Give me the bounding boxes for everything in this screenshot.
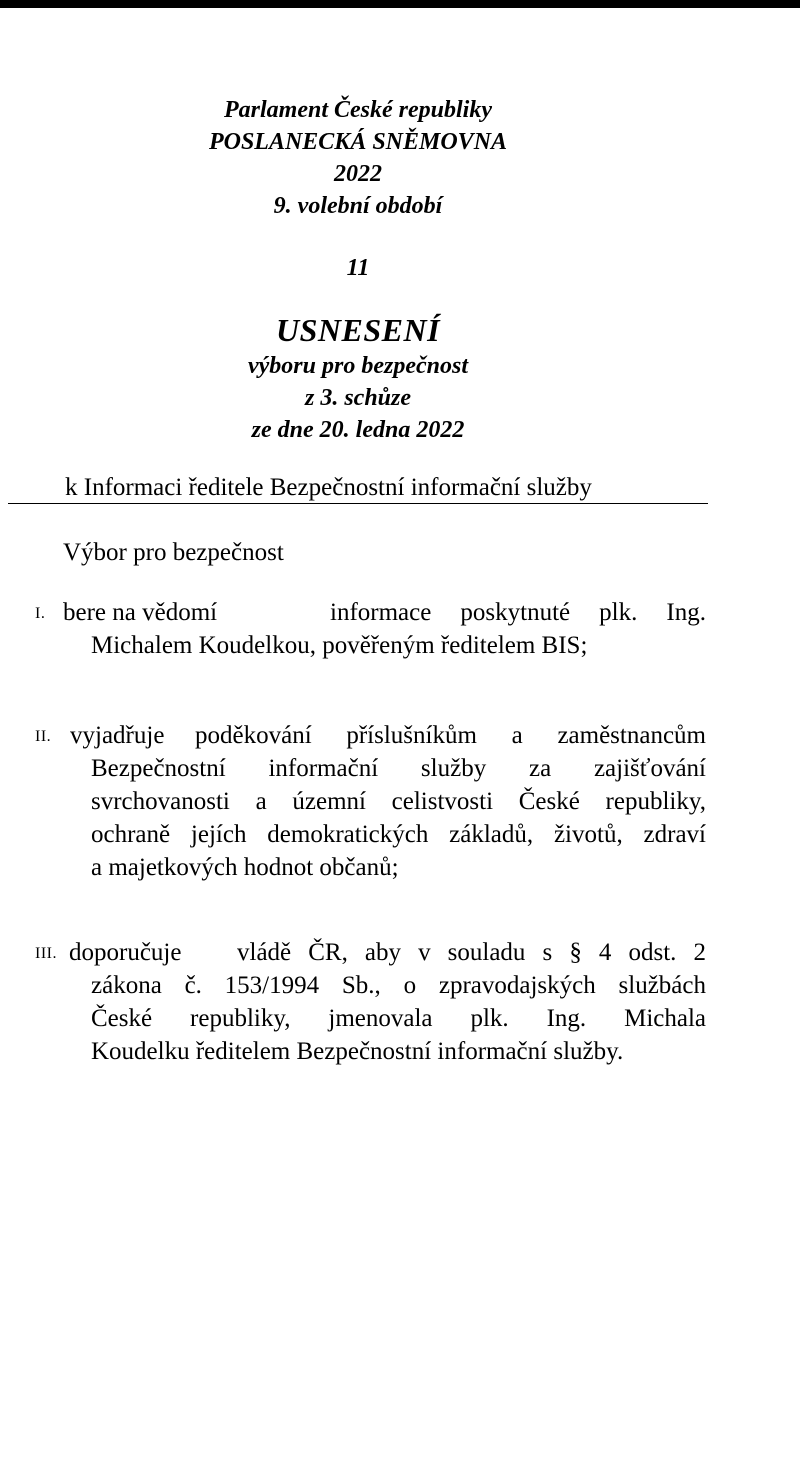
item-line: svrchovanosti a územní celistvosti České republiky, [91,788,706,815]
resolution-title-block [0,310,716,446]
document-header [0,94,716,222]
item-line: Michalem Koudelkou, pověřeným ředitelem BIS; [91,632,588,659]
item-numeral: III. [35,945,57,962]
resolution-number-block [0,252,716,284]
item-line: České republiky, jmenovala plk. Ing. Michala [91,1005,706,1032]
item-numeral: I. [35,605,46,622]
item-line: Koudelku ředitelem Bezpečnostní informační služby. [91,1038,624,1065]
item-line: a majetkových hodnot občanů; [91,854,399,881]
item-numeral: II. [35,728,52,745]
item-verb: vyjadřuje [70,722,165,749]
resolution-title: USNESENÍ [275,312,441,348]
intro-text: Výbor pro bezpečnost [63,539,284,566]
resolution-subject: k Informaci ředitele Bezpečnostní informační služby [65,474,592,501]
item-verb: bere na vědomí [63,599,218,626]
resolution-number: 11 [346,255,370,281]
item-line: ochraně jejích demokratických základů, životů, zdraví [91,821,706,848]
item-line: zákona č. 153/1994 Sb., o zpravodajských službách [91,972,706,999]
subject-rule [8,473,708,504]
item-line: informace poskytnuté plk. Ing. [330,599,706,626]
session-date: ze dne 20. ledna 2022 [251,417,465,443]
parliament-name: Parlament České republiky [224,97,492,123]
top-bar [0,0,800,8]
year: 2022 [334,161,382,187]
item-line: vládě ČR, aby v souladu s § 4 odst. 2 [237,939,706,966]
item-verb: doporučuje [69,939,182,966]
session-number: z 3. schůze [304,385,412,411]
chamber-name: POSLANECKÁ SNĚMOVNA [208,129,508,155]
committee-name: výboru pro bezpečnost [248,353,468,379]
item-line: poděkování příslušníkům a zaměstnancům [195,722,706,749]
item-line: Bezpečnostní informační služby za zajišťování [91,755,706,782]
electoral-term: 9. volební období [273,193,443,219]
